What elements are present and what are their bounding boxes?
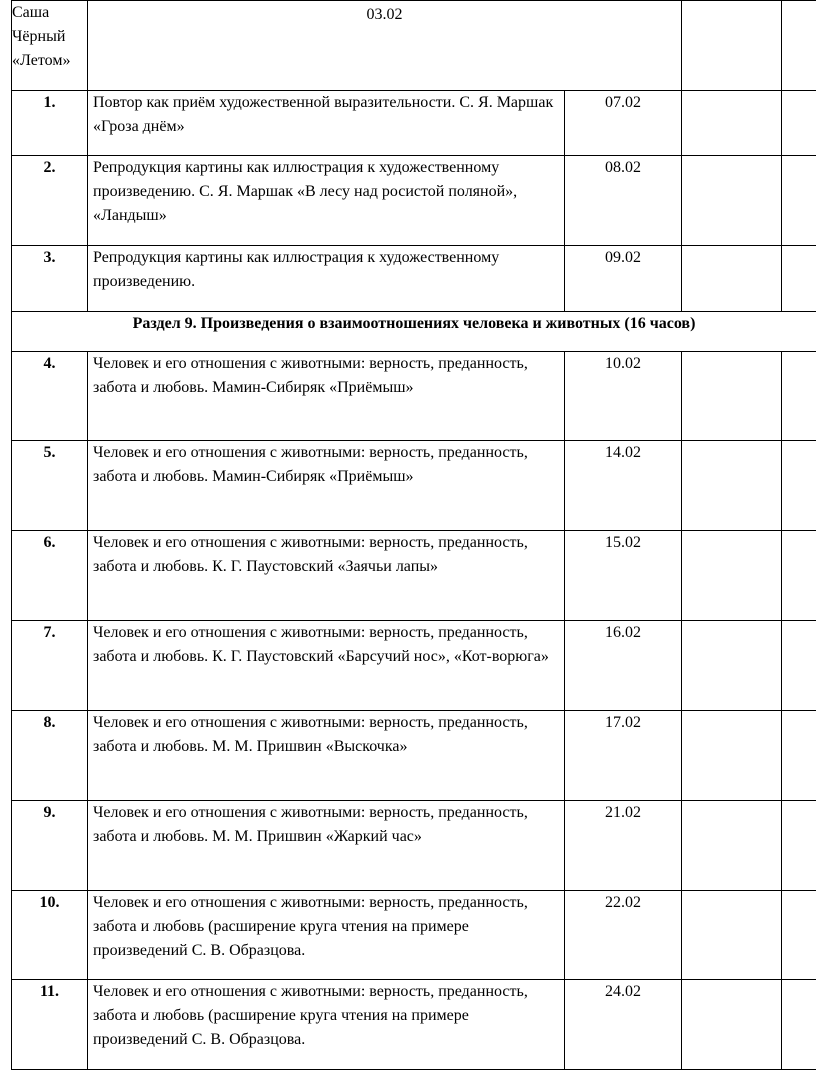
- table-row: [12, 352, 816, 441]
- lesson-topic: Повтор как приём художественной выразительности. С. Я. Маршак «Гроза днём»: [88, 91, 565, 156]
- blank-cell: [782, 531, 816, 621]
- lesson-number: 5.: [12, 441, 88, 531]
- section-title: Раздел 9. Произведения о взаимоотношениях человека и животных (16 часов): [12, 312, 816, 352]
- lesson-date: 09.02: [565, 246, 682, 312]
- blank-cell: [782, 156, 816, 246]
- lesson-topic: Человек и его отношения с животными: верность, преданность, забота и любовь. К. Г. Паустовский «Заячьи лапы»: [88, 531, 565, 621]
- blank-cell: [782, 621, 816, 711]
- author-work-cell: Саша Чёрный «Летом»: [12, 1, 88, 91]
- lesson-date: 08.02: [565, 156, 682, 246]
- fact-date-cell: [682, 352, 782, 441]
- blank-cell: [782, 891, 816, 980]
- fact-date-cell: [682, 801, 782, 891]
- blank-cell: [782, 246, 816, 312]
- date-cell: 03.02: [88, 1, 682, 91]
- blank-cell: [782, 801, 816, 891]
- lesson-number: 4.: [12, 352, 88, 441]
- table-row: [12, 156, 816, 246]
- lesson-date: 17.02: [565, 711, 682, 801]
- lesson-date: 14.02: [565, 441, 682, 531]
- table-row: [12, 91, 816, 156]
- lesson-date: 24.02: [565, 980, 682, 1070]
- lesson-topic: Репродукция картины как иллюстрация к художественному произведению.: [88, 246, 565, 312]
- lesson-number: 9.: [12, 801, 88, 891]
- lesson-date: 15.02: [565, 531, 682, 621]
- fact-date-cell: [682, 531, 782, 621]
- lesson-topic: Человек и его отношения с животными: верность, преданность, забота и любовь. Мамин-Сибиряк «Приёмыш»: [88, 441, 565, 531]
- section-row: [12, 312, 816, 352]
- lesson-topic: Человек и его отношения с животными: верность, преданность, забота и любовь (расширение круга чтения на примере произведений С. В. Образцова.: [88, 980, 565, 1070]
- fact-date-cell: [682, 891, 782, 980]
- lesson-date: 16.02: [565, 621, 682, 711]
- blank-cell: [782, 1, 816, 91]
- table-row: [12, 980, 816, 1070]
- fact-date-cell: [682, 91, 782, 156]
- fact-date-cell: [682, 980, 782, 1070]
- lesson-date: 10.02: [565, 352, 682, 441]
- lesson-number: 1.: [12, 91, 88, 156]
- table-row: [12, 1, 816, 91]
- table-row: [12, 246, 816, 312]
- lesson-number: 3.: [12, 246, 88, 312]
- lesson-number: 10.: [12, 891, 88, 980]
- fact-date-cell: [682, 1, 782, 91]
- blank-cell: [782, 441, 816, 531]
- table-row: [12, 531, 816, 621]
- blank-cell: [782, 91, 816, 156]
- lesson-number: 8.: [12, 711, 88, 801]
- lesson-topic: Человек и его отношения с животными: верность, преданность, забота и любовь (расширение круга чтения на примере произведений С. В. Образцова.: [88, 891, 565, 980]
- table-row: [12, 891, 816, 980]
- table-row: [12, 621, 816, 711]
- fact-date-cell: [682, 156, 782, 246]
- lesson-plan-table: [11, 0, 816, 1070]
- lesson-date: 21.02: [565, 801, 682, 891]
- lesson-topic: Человек и его отношения с животными: верность, преданность, забота и любовь. М. М. Пришвин «Жаркий час»: [88, 801, 565, 891]
- lesson-date: 07.02: [565, 91, 682, 156]
- lesson-number: 6.: [12, 531, 88, 621]
- fact-date-cell: [682, 621, 782, 711]
- fact-date-cell: [682, 441, 782, 531]
- lesson-topic: Человек и его отношения с животными: верность, преданность, забота и любовь. Мамин-Сибиряк «Приёмыш»: [88, 352, 565, 441]
- lesson-date: 22.02: [565, 891, 682, 980]
- lesson-topic: Человек и его отношения с животными: верность, преданность, забота и любовь. К. Г. Паустовский «Барсучий нос», «Кот-ворюга»: [88, 621, 565, 711]
- lesson-number: 11.: [12, 980, 88, 1070]
- lesson-number: 7.: [12, 621, 88, 711]
- blank-cell: [782, 352, 816, 441]
- table-row: [12, 441, 816, 531]
- table-row: [12, 711, 816, 801]
- fact-date-cell: [682, 246, 782, 312]
- blank-cell: [782, 711, 816, 801]
- blank-cell: [782, 980, 816, 1070]
- table-row: [12, 801, 816, 891]
- fact-date-cell: [682, 711, 782, 801]
- lesson-number: 2.: [12, 156, 88, 246]
- lesson-topic: Репродукция картины как иллюстрация к художественному произведению. С. Я. Маршак «В лесу над росистой поляной», «Ландыш»: [88, 156, 565, 246]
- lesson-topic: Человек и его отношения с животными: верность, преданность, забота и любовь. М. М. Пришвин «Выскочка»: [88, 711, 565, 801]
